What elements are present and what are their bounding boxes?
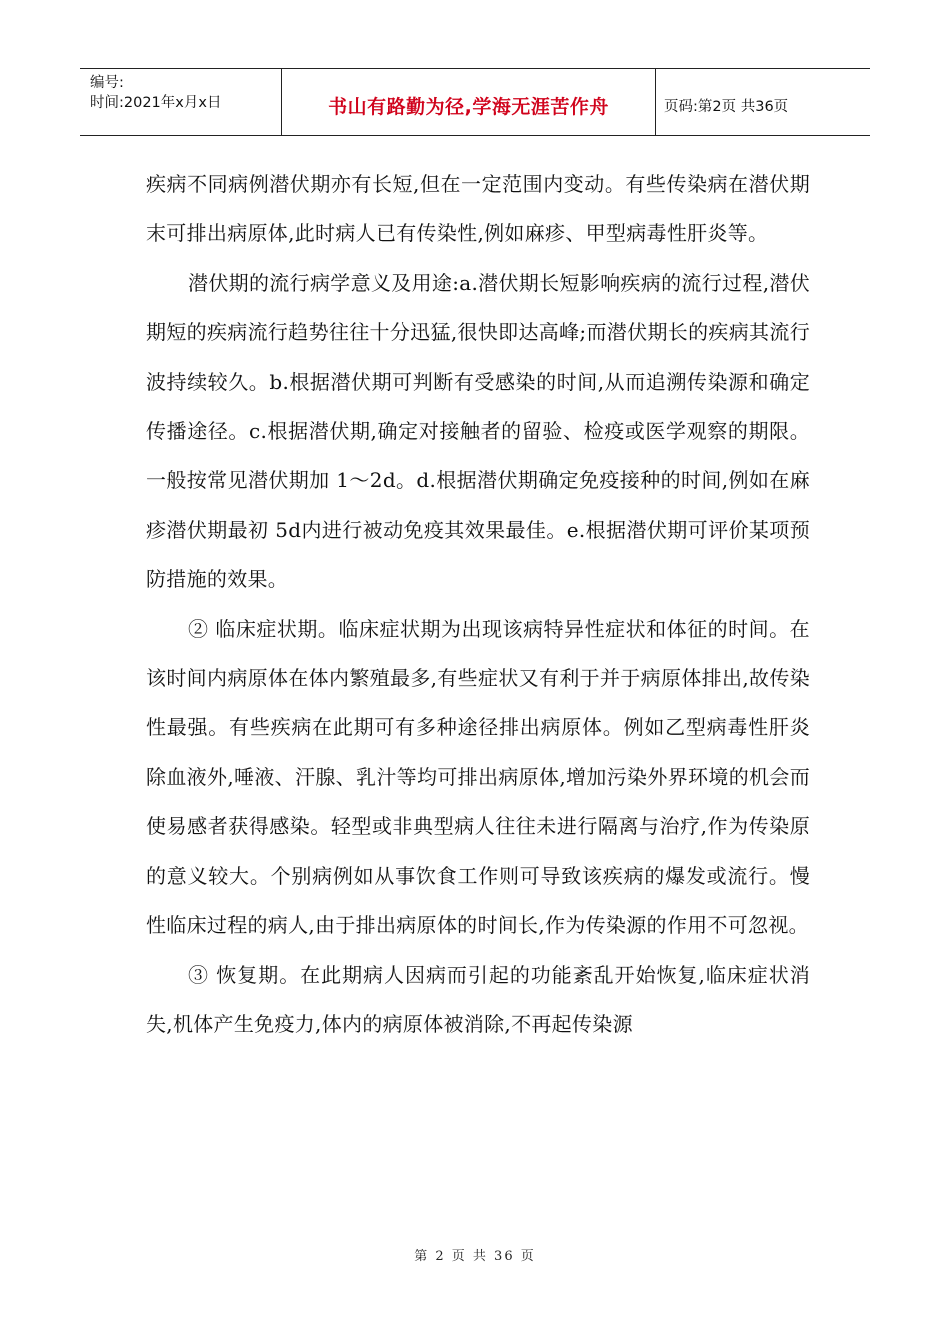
document-date: 时间:2021年x月x日: [90, 95, 222, 111]
paragraph: ③ 恢复期。在此期病人因病而引起的功能紊乱开始恢复,临床症状消失,机体产生免疫力,体内的病原体被消除,不再起传染源: [146, 962, 810, 1036]
document-body: [146, 160, 810, 1049]
header-motto-cell: [282, 69, 656, 135]
paragraph: 疾病不同病例潜伏期亦有长短,但在一定范围内变动。有些传染病在潜伏期末可排出病原体,此时病人已有传染性,例如麻疹、甲型病毒性肝炎等。: [146, 172, 810, 246]
paragraph: 潜伏期的流行病学意义及用途:a.潜伏期长短影响疾病的流行过程,潜伏期短的疾病流行趋势往往十分迅猛,很快即达高峰;而潜伏期长的疾病其流行波持续较久。b.根据潜伏期可判断有受感染的时间,从而追溯传染源和确定传播途径。c.根据潜伏期,确定对接触者的留验、检疫或医学观察的期限。一般按常见潜伏期加 1～2d。d.根据潜伏期确定免疫接种的时间,例如在麻疹潜伏期最初 5d内进行被动免疫其效果最佳。e.根据潜伏期可评价某项预防措施的效果。: [146, 270, 810, 592]
header-motto: 书山有路勤为径,学海无涯苦作舟: [328, 95, 609, 118]
header-meta: [80, 69, 282, 135]
header-page-info: 页码:第2页 共36页: [664, 98, 789, 115]
document-header: [80, 68, 870, 136]
header-page-info-cell: [656, 69, 870, 135]
paragraph: ② 临床症状期。临床症状期为出现该病特异性症状和体征的时间。在该时间内病原体在体内繁殖最多,有些症状又有利于并于病原体排出,故传染性最强。有些疾病在此期可有多种途径排出病原体。例如乙型病毒性肝炎除血液外,唾液、汗腺、乳汁等均可排出病原体,增加污染外界环境的机会而使易感者获得感染。轻型或非典型病人往往未进行隔离与治疗,作为传染原的意义较大。个别病例如从事饮食工作则可导致该疾病的爆发或流行。慢性临床过程的病人,由于排出病原体的时间长,作为传染源的作用不可忽视。: [146, 616, 810, 938]
page-footer: 第 2 页 共 36 页: [414, 1249, 536, 1264]
document-number-label: 编号:: [90, 75, 124, 91]
